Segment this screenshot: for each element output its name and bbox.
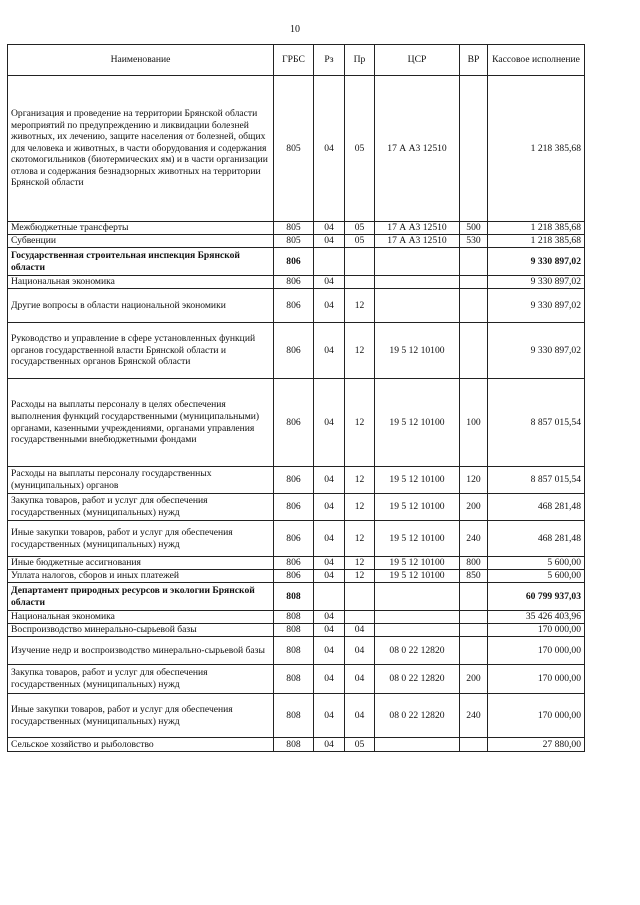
- row-vr: 800: [460, 557, 488, 570]
- row-grbs: 806: [274, 557, 314, 570]
- header-csr: ЦСР: [375, 45, 460, 76]
- header-rz: Рз: [314, 45, 345, 76]
- row-csr: [375, 248, 460, 276]
- row-rz: 04: [314, 235, 345, 248]
- row-amount: 9 330 897,02: [488, 289, 585, 323]
- row-amount: 170 000,00: [488, 694, 585, 738]
- row-rz: 04: [314, 557, 345, 570]
- row-pr: [345, 583, 375, 611]
- row-grbs: 805: [274, 222, 314, 235]
- row-name: Другие вопросы в области национальной экономики: [8, 289, 274, 323]
- row-csr: [375, 276, 460, 289]
- row-amount: 9 330 897,02: [488, 323, 585, 379]
- row-amount: 1 218 385,68: [488, 235, 585, 248]
- row-csr: [375, 624, 460, 637]
- row-csr: [375, 611, 460, 624]
- table-row: [8, 583, 585, 611]
- table-row: [8, 379, 585, 467]
- row-grbs: 806: [274, 248, 314, 276]
- row-amount: 8 857 015,54: [488, 467, 585, 494]
- row-vr: 200: [460, 494, 488, 521]
- row-name: Иные бюджетные ассигнования: [8, 557, 274, 570]
- row-pr: [345, 611, 375, 624]
- row-name: Департамент природных ресурсов и экологии Брянской области: [8, 583, 274, 611]
- row-grbs: 806: [274, 521, 314, 557]
- table-header-row: [8, 45, 585, 76]
- row-csr: [375, 583, 460, 611]
- row-amount: 5 600,00: [488, 570, 585, 583]
- row-grbs: 808: [274, 624, 314, 637]
- table-row: [8, 694, 585, 738]
- row-rz: [314, 248, 345, 276]
- row-vr: 240: [460, 694, 488, 738]
- row-pr: 12: [345, 323, 375, 379]
- row-csr: 19 5 12 10100: [375, 521, 460, 557]
- row-vr: [460, 624, 488, 637]
- row-name: Уплата налогов, сборов и иных платежей: [8, 570, 274, 583]
- row-rz: 04: [314, 611, 345, 624]
- row-pr: 04: [345, 637, 375, 665]
- row-name: Изучение недр и воспроизводство минерально-сырьевой базы: [8, 637, 274, 665]
- row-amount: 468 281,48: [488, 521, 585, 557]
- row-rz: 04: [314, 222, 345, 235]
- row-csr: 08 0 22 12820: [375, 665, 460, 694]
- row-pr: 04: [345, 665, 375, 694]
- table-row: [8, 637, 585, 665]
- table-row: [8, 570, 585, 583]
- row-pr: 05: [345, 222, 375, 235]
- row-rz: 04: [314, 289, 345, 323]
- row-grbs: 808: [274, 637, 314, 665]
- row-csr: 08 0 22 12820: [375, 694, 460, 738]
- row-grbs: 808: [274, 665, 314, 694]
- row-pr: 12: [345, 521, 375, 557]
- table-row: [8, 611, 585, 624]
- row-name: Субвенции: [8, 235, 274, 248]
- budget-table: [7, 44, 585, 752]
- row-vr: 100: [460, 379, 488, 467]
- row-pr: 05: [345, 235, 375, 248]
- row-csr: 19 5 12 10100: [375, 570, 460, 583]
- row-pr: 12: [345, 557, 375, 570]
- row-csr: 17 А А3 12510: [375, 76, 460, 222]
- row-vr: [460, 637, 488, 665]
- row-name: Руководство и управление в сфере установленных функций органов государственной власти Брянской области и государственных органов Брянской области: [8, 323, 274, 379]
- row-vr: [460, 76, 488, 222]
- row-rz: 04: [314, 570, 345, 583]
- row-name: Государственная строительная инспекция Брянской области: [8, 248, 274, 276]
- row-vr: [460, 323, 488, 379]
- row-grbs: 806: [274, 570, 314, 583]
- row-name: Воспроизводство минерально-сырьевой базы: [8, 624, 274, 637]
- row-name: Расходы на выплаты персоналу государственных (муниципальных) органов: [8, 467, 274, 494]
- row-amount: 1 218 385,68: [488, 76, 585, 222]
- row-grbs: 806: [274, 323, 314, 379]
- row-amount: 35 426 403,96: [488, 611, 585, 624]
- row-csr: [375, 289, 460, 323]
- row-pr: 05: [345, 76, 375, 222]
- row-csr: 19 5 12 10100: [375, 494, 460, 521]
- row-vr: 500: [460, 222, 488, 235]
- row-pr: 12: [345, 570, 375, 583]
- row-name: Национальная экономика: [8, 276, 274, 289]
- row-amount: 170 000,00: [488, 624, 585, 637]
- table-row: [8, 222, 585, 235]
- row-csr: 19 5 12 10100: [375, 323, 460, 379]
- row-name: Расходы на выплаты персоналу в целях обеспечения выполнения функций государственными (муниципальными) органами, казенными учреждениями, органами управления государственными внебюджетными фондами: [8, 379, 274, 467]
- row-grbs: 808: [274, 611, 314, 624]
- row-rz: 04: [314, 694, 345, 738]
- row-rz: 04: [314, 637, 345, 665]
- table-row: [8, 235, 585, 248]
- row-vr: 850: [460, 570, 488, 583]
- row-grbs: 806: [274, 379, 314, 467]
- row-name: Сельское хозяйство и рыболовство: [8, 738, 274, 752]
- header-pr: Пр: [345, 45, 375, 76]
- row-grbs: 806: [274, 276, 314, 289]
- row-grbs: 805: [274, 76, 314, 222]
- row-pr: 12: [345, 289, 375, 323]
- table-row: [8, 289, 585, 323]
- row-name: Национальная экономика: [8, 611, 274, 624]
- row-vr: [460, 289, 488, 323]
- header-amount: Кассовое исполнение: [488, 45, 585, 76]
- row-amount: 1 218 385,68: [488, 222, 585, 235]
- row-csr: 08 0 22 12820: [375, 637, 460, 665]
- table-row: [8, 323, 585, 379]
- row-name: Иные закупки товаров, работ и услуг для обеспечения государственных (муниципальных) нужд: [8, 521, 274, 557]
- row-name: Закупка товаров, работ и услуг для обеспечения государственных (муниципальных) нужд: [8, 665, 274, 694]
- row-grbs: 806: [274, 467, 314, 494]
- row-pr: 12: [345, 379, 375, 467]
- row-csr: [375, 738, 460, 752]
- row-pr: 12: [345, 467, 375, 494]
- row-pr: 05: [345, 738, 375, 752]
- row-amount: 8 857 015,54: [488, 379, 585, 467]
- table-row: [8, 557, 585, 570]
- row-amount: 9 330 897,02: [488, 276, 585, 289]
- row-vr: [460, 738, 488, 752]
- row-csr: 17 А А3 12510: [375, 235, 460, 248]
- table-row: [8, 276, 585, 289]
- row-rz: 04: [314, 467, 345, 494]
- row-amount: 9 330 897,02: [488, 248, 585, 276]
- row-vr: [460, 611, 488, 624]
- row-amount: 468 281,48: [488, 494, 585, 521]
- row-csr: 19 5 12 10100: [375, 379, 460, 467]
- table-row: [8, 248, 585, 276]
- row-csr: 17 А А3 12510: [375, 222, 460, 235]
- row-rz: 04: [314, 76, 345, 222]
- row-rz: [314, 583, 345, 611]
- row-csr: 19 5 12 10100: [375, 467, 460, 494]
- row-vr: 200: [460, 665, 488, 694]
- row-grbs: 806: [274, 289, 314, 323]
- row-rz: 04: [314, 323, 345, 379]
- row-grbs: 806: [274, 494, 314, 521]
- header-vr: ВР: [460, 45, 488, 76]
- table-row: [8, 467, 585, 494]
- row-amount: 60 799 937,03: [488, 583, 585, 611]
- row-csr: 19 5 12 10100: [375, 557, 460, 570]
- row-rz: 04: [314, 624, 345, 637]
- table-row: [8, 624, 585, 637]
- row-rz: 04: [314, 521, 345, 557]
- row-vr: 120: [460, 467, 488, 494]
- row-pr: 12: [345, 494, 375, 521]
- page-number: 10: [290, 24, 300, 35]
- table-row: [8, 738, 585, 752]
- row-rz: 04: [314, 276, 345, 289]
- row-vr: [460, 248, 488, 276]
- row-vr: 240: [460, 521, 488, 557]
- row-grbs: 808: [274, 694, 314, 738]
- table-row: [8, 521, 585, 557]
- row-amount: 5 600,00: [488, 557, 585, 570]
- row-grbs: 808: [274, 738, 314, 752]
- row-pr: 04: [345, 694, 375, 738]
- row-amount: 170 000,00: [488, 665, 585, 694]
- row-name: Закупка товаров, работ и услуг для обеспечения государственных (муниципальных) нужд: [8, 494, 274, 521]
- row-pr: 04: [345, 624, 375, 637]
- row-pr: [345, 248, 375, 276]
- row-rz: 04: [314, 494, 345, 521]
- row-rz: 04: [314, 738, 345, 752]
- row-name: Организация и проведение на территории Брянской области мероприятий по предупреждению и ликвидации болезней животных, их лечению, защите населения от болезней, общих для человека и животных, в части оборудования и содержания скотомогильников (биотермических ям) и в части организации отлова и содержания безнадзорных животных на территории Брянской области: [8, 76, 274, 222]
- row-name: Иные закупки товаров, работ и услуг для обеспечения государственных (муниципальных) нужд: [8, 694, 274, 738]
- table-row: [8, 494, 585, 521]
- row-rz: 04: [314, 379, 345, 467]
- row-name: Межбюджетные трансферты: [8, 222, 274, 235]
- row-vr: [460, 583, 488, 611]
- row-rz: 04: [314, 665, 345, 694]
- row-amount: 27 880,00: [488, 738, 585, 752]
- table-row: [8, 76, 585, 222]
- row-amount: 170 000,00: [488, 637, 585, 665]
- table-row: [8, 665, 585, 694]
- header-grbs: ГРБС: [274, 45, 314, 76]
- header-name: Наименование: [8, 45, 274, 76]
- row-vr: 530: [460, 235, 488, 248]
- row-pr: [345, 276, 375, 289]
- row-grbs: 808: [274, 583, 314, 611]
- row-grbs: 805: [274, 235, 314, 248]
- row-vr: [460, 276, 488, 289]
